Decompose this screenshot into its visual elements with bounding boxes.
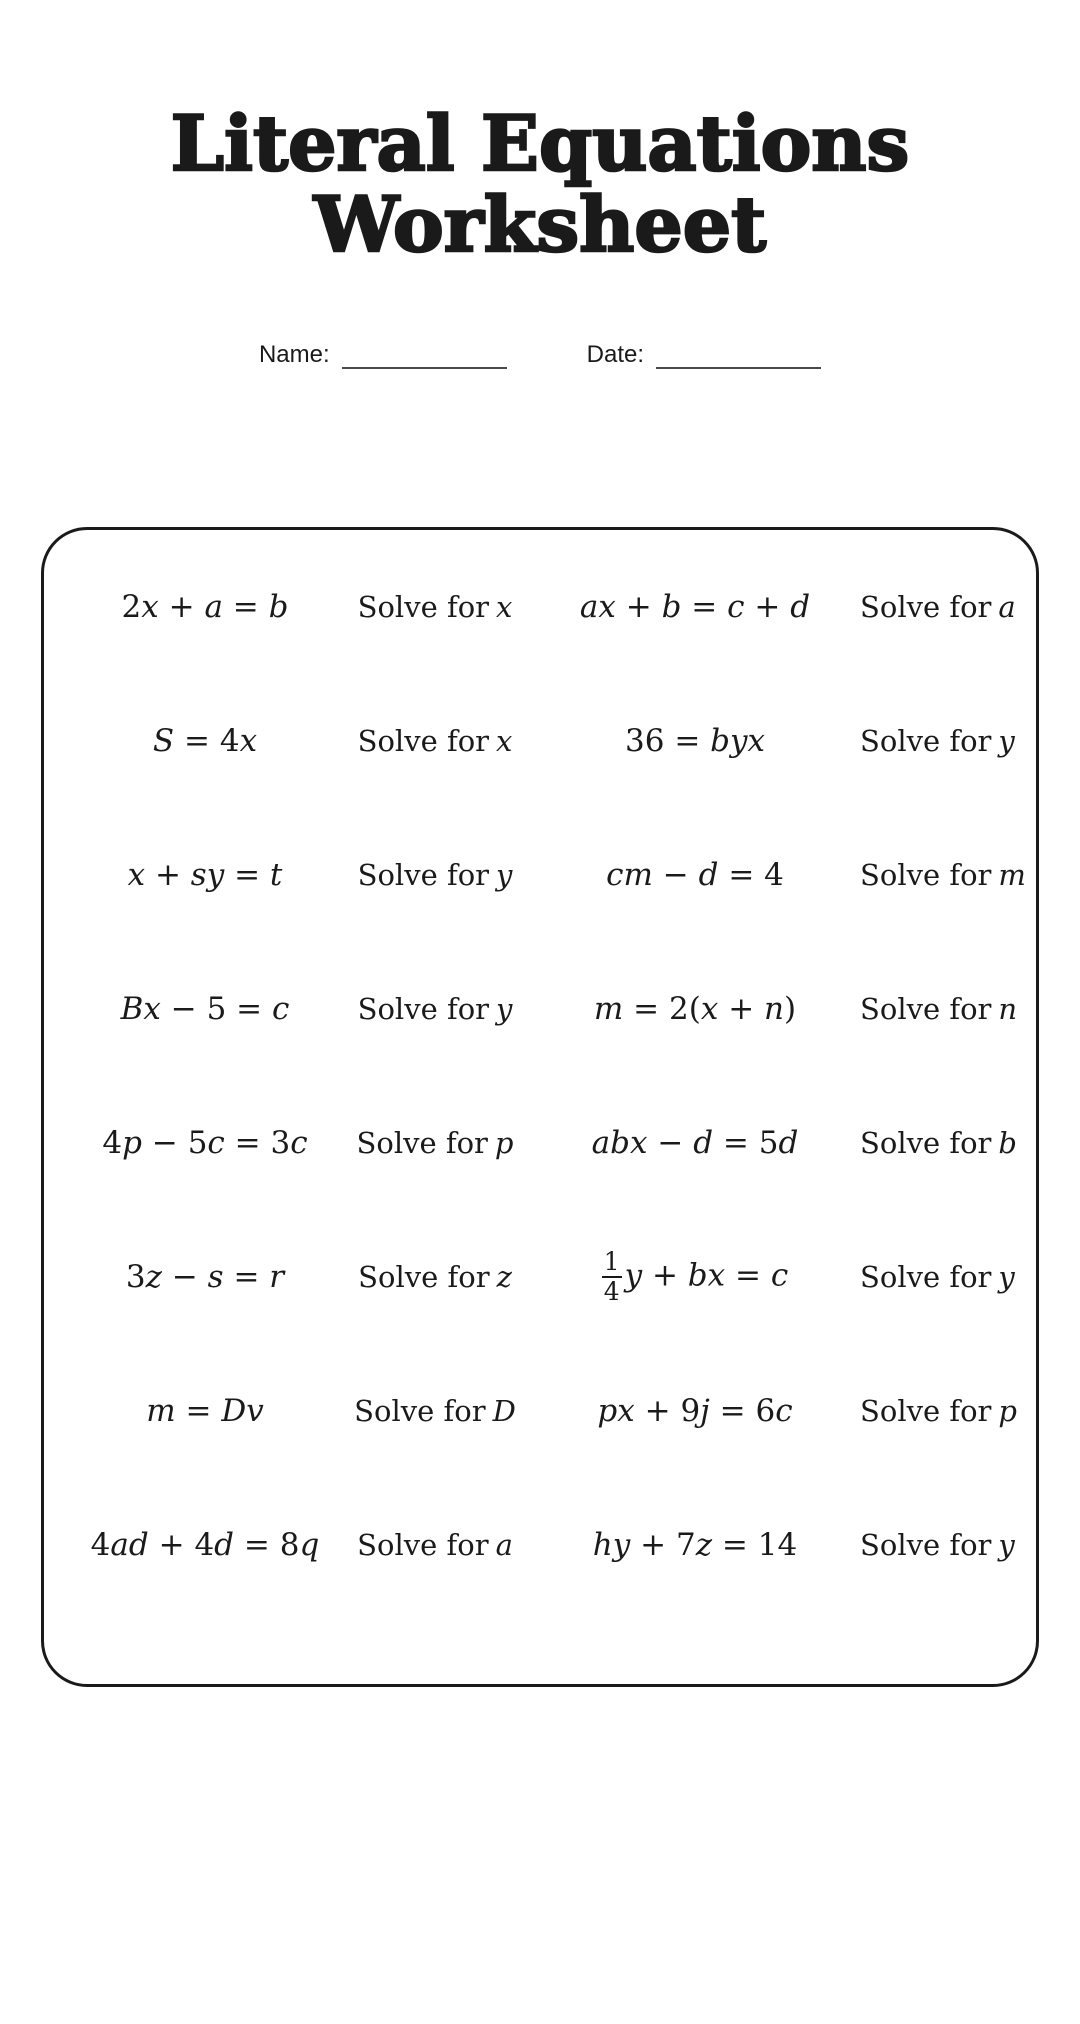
problems-grid (70, 540, 1026, 1612)
solve-variable-right: n (998, 992, 1018, 1027)
solve-label: Solve for (860, 1528, 992, 1563)
solve-label: Solve for (358, 1260, 490, 1295)
solve-variable-left: x (496, 590, 513, 625)
solve-instruction-left (340, 1260, 530, 1294)
equation-left: x + sy = t (127, 857, 283, 894)
solve-label: Solve for (357, 724, 490, 759)
solve-instruction-right (860, 590, 1016, 624)
solve-label: Solve for (860, 1394, 992, 1429)
solve-variable-left: x (496, 724, 513, 759)
solve-instruction-left (340, 858, 530, 892)
date-blank-line (656, 367, 821, 369)
solve-variable-right: y (998, 724, 1015, 759)
solve-label: Solve for (356, 1126, 488, 1161)
date-field (587, 343, 821, 369)
solve-variable-left: a (495, 1528, 513, 1563)
solve-variable-left: D (492, 1394, 516, 1429)
equation-left: Bx − 5 = c (120, 991, 290, 1028)
equation-left: 4ad + 4d = 8q (90, 1527, 320, 1564)
solve-label: Solve for (357, 992, 490, 1027)
solve-variable-left: y (496, 858, 513, 893)
equation-left: 3z − s = r (125, 1259, 285, 1296)
solve-variable-left: p (494, 1126, 514, 1161)
solve-instruction-right (860, 724, 1015, 758)
title-line-1: Literal Equations (170, 99, 910, 188)
problem-row (70, 1076, 1017, 1210)
solve-instruction-left (340, 1528, 530, 1562)
solve-instruction-right (860, 1126, 1017, 1160)
equation-right: $\frac{1}{4}$ y + bx = c (603, 1247, 789, 1307)
solve-variable-left: y (496, 992, 513, 1027)
solve-label: Solve for (860, 992, 992, 1027)
equation-right: px + 9j = 6c (597, 1393, 793, 1430)
problem-row (70, 1210, 1015, 1344)
solve-variable-right: m (998, 858, 1026, 893)
solve-label: Solve for (860, 1126, 992, 1161)
solve-variable-right: b (998, 1126, 1017, 1161)
solve-label: Solve for (357, 590, 490, 625)
equation-right: m = 2(x + n) (593, 991, 797, 1028)
title-line-2: Worksheet (313, 179, 767, 269)
equation-right: abx − d = 5d (591, 1125, 799, 1162)
solve-instruction-left (340, 1126, 530, 1160)
solve-label: Solve for (354, 1394, 486, 1429)
worksheet-title (0, 99, 1080, 269)
solve-instruction-left (340, 1394, 530, 1428)
solve-instruction-left (340, 992, 530, 1026)
solve-label: Solve for (860, 1260, 992, 1295)
equation-left: m = Dv (146, 1393, 264, 1430)
equation-right: hy + 7z = 14 (592, 1527, 798, 1564)
solve-instruction-right (860, 858, 1026, 892)
solve-variable-right: y (998, 1260, 1015, 1295)
solve-variable-right: a (998, 590, 1016, 625)
solve-instruction-right (860, 992, 1017, 1026)
problem-row (70, 674, 1015, 808)
solve-instruction-right (860, 1528, 1015, 1562)
fraction: $\frac{1}{4}$ (603, 1247, 620, 1307)
equation-left: 2x + a = b (121, 589, 289, 626)
problem-row (70, 942, 1018, 1076)
date-label: Date: (586, 341, 645, 369)
solve-instruction-right (860, 1394, 1017, 1428)
solve-instruction-left (340, 590, 530, 624)
solve-label: Solve for (860, 724, 992, 759)
problem-row (70, 540, 1016, 674)
equation-left: 4p − 5c = 3c (102, 1125, 308, 1162)
name-label: Name: (258, 341, 330, 369)
problem-row (70, 1344, 1017, 1478)
name-field (259, 343, 507, 369)
worksheet-page (0, 99, 1080, 2024)
solve-variable-left: z (496, 1260, 512, 1295)
problems-box (41, 527, 1039, 1687)
equation-right: 36 = byx (624, 723, 766, 760)
equation-right: cm − d = 4 (606, 857, 784, 894)
solve-label: Solve for (357, 858, 490, 893)
equation-left: S = 4x (152, 723, 258, 760)
problem-row (70, 1478, 1015, 1612)
solve-label: Solve for (860, 858, 992, 893)
name-date-row (0, 343, 1080, 369)
solve-instruction-right (860, 1260, 1015, 1294)
name-blank-line (342, 367, 507, 369)
solve-variable-right: y (998, 1528, 1015, 1563)
equation-right: ax + b = c + d (579, 589, 811, 626)
problem-row (70, 808, 1026, 942)
solve-label: Solve for (860, 590, 992, 625)
solve-instruction-left (340, 724, 530, 758)
solve-variable-right: p (998, 1394, 1017, 1429)
solve-label: Solve for (357, 1528, 489, 1563)
